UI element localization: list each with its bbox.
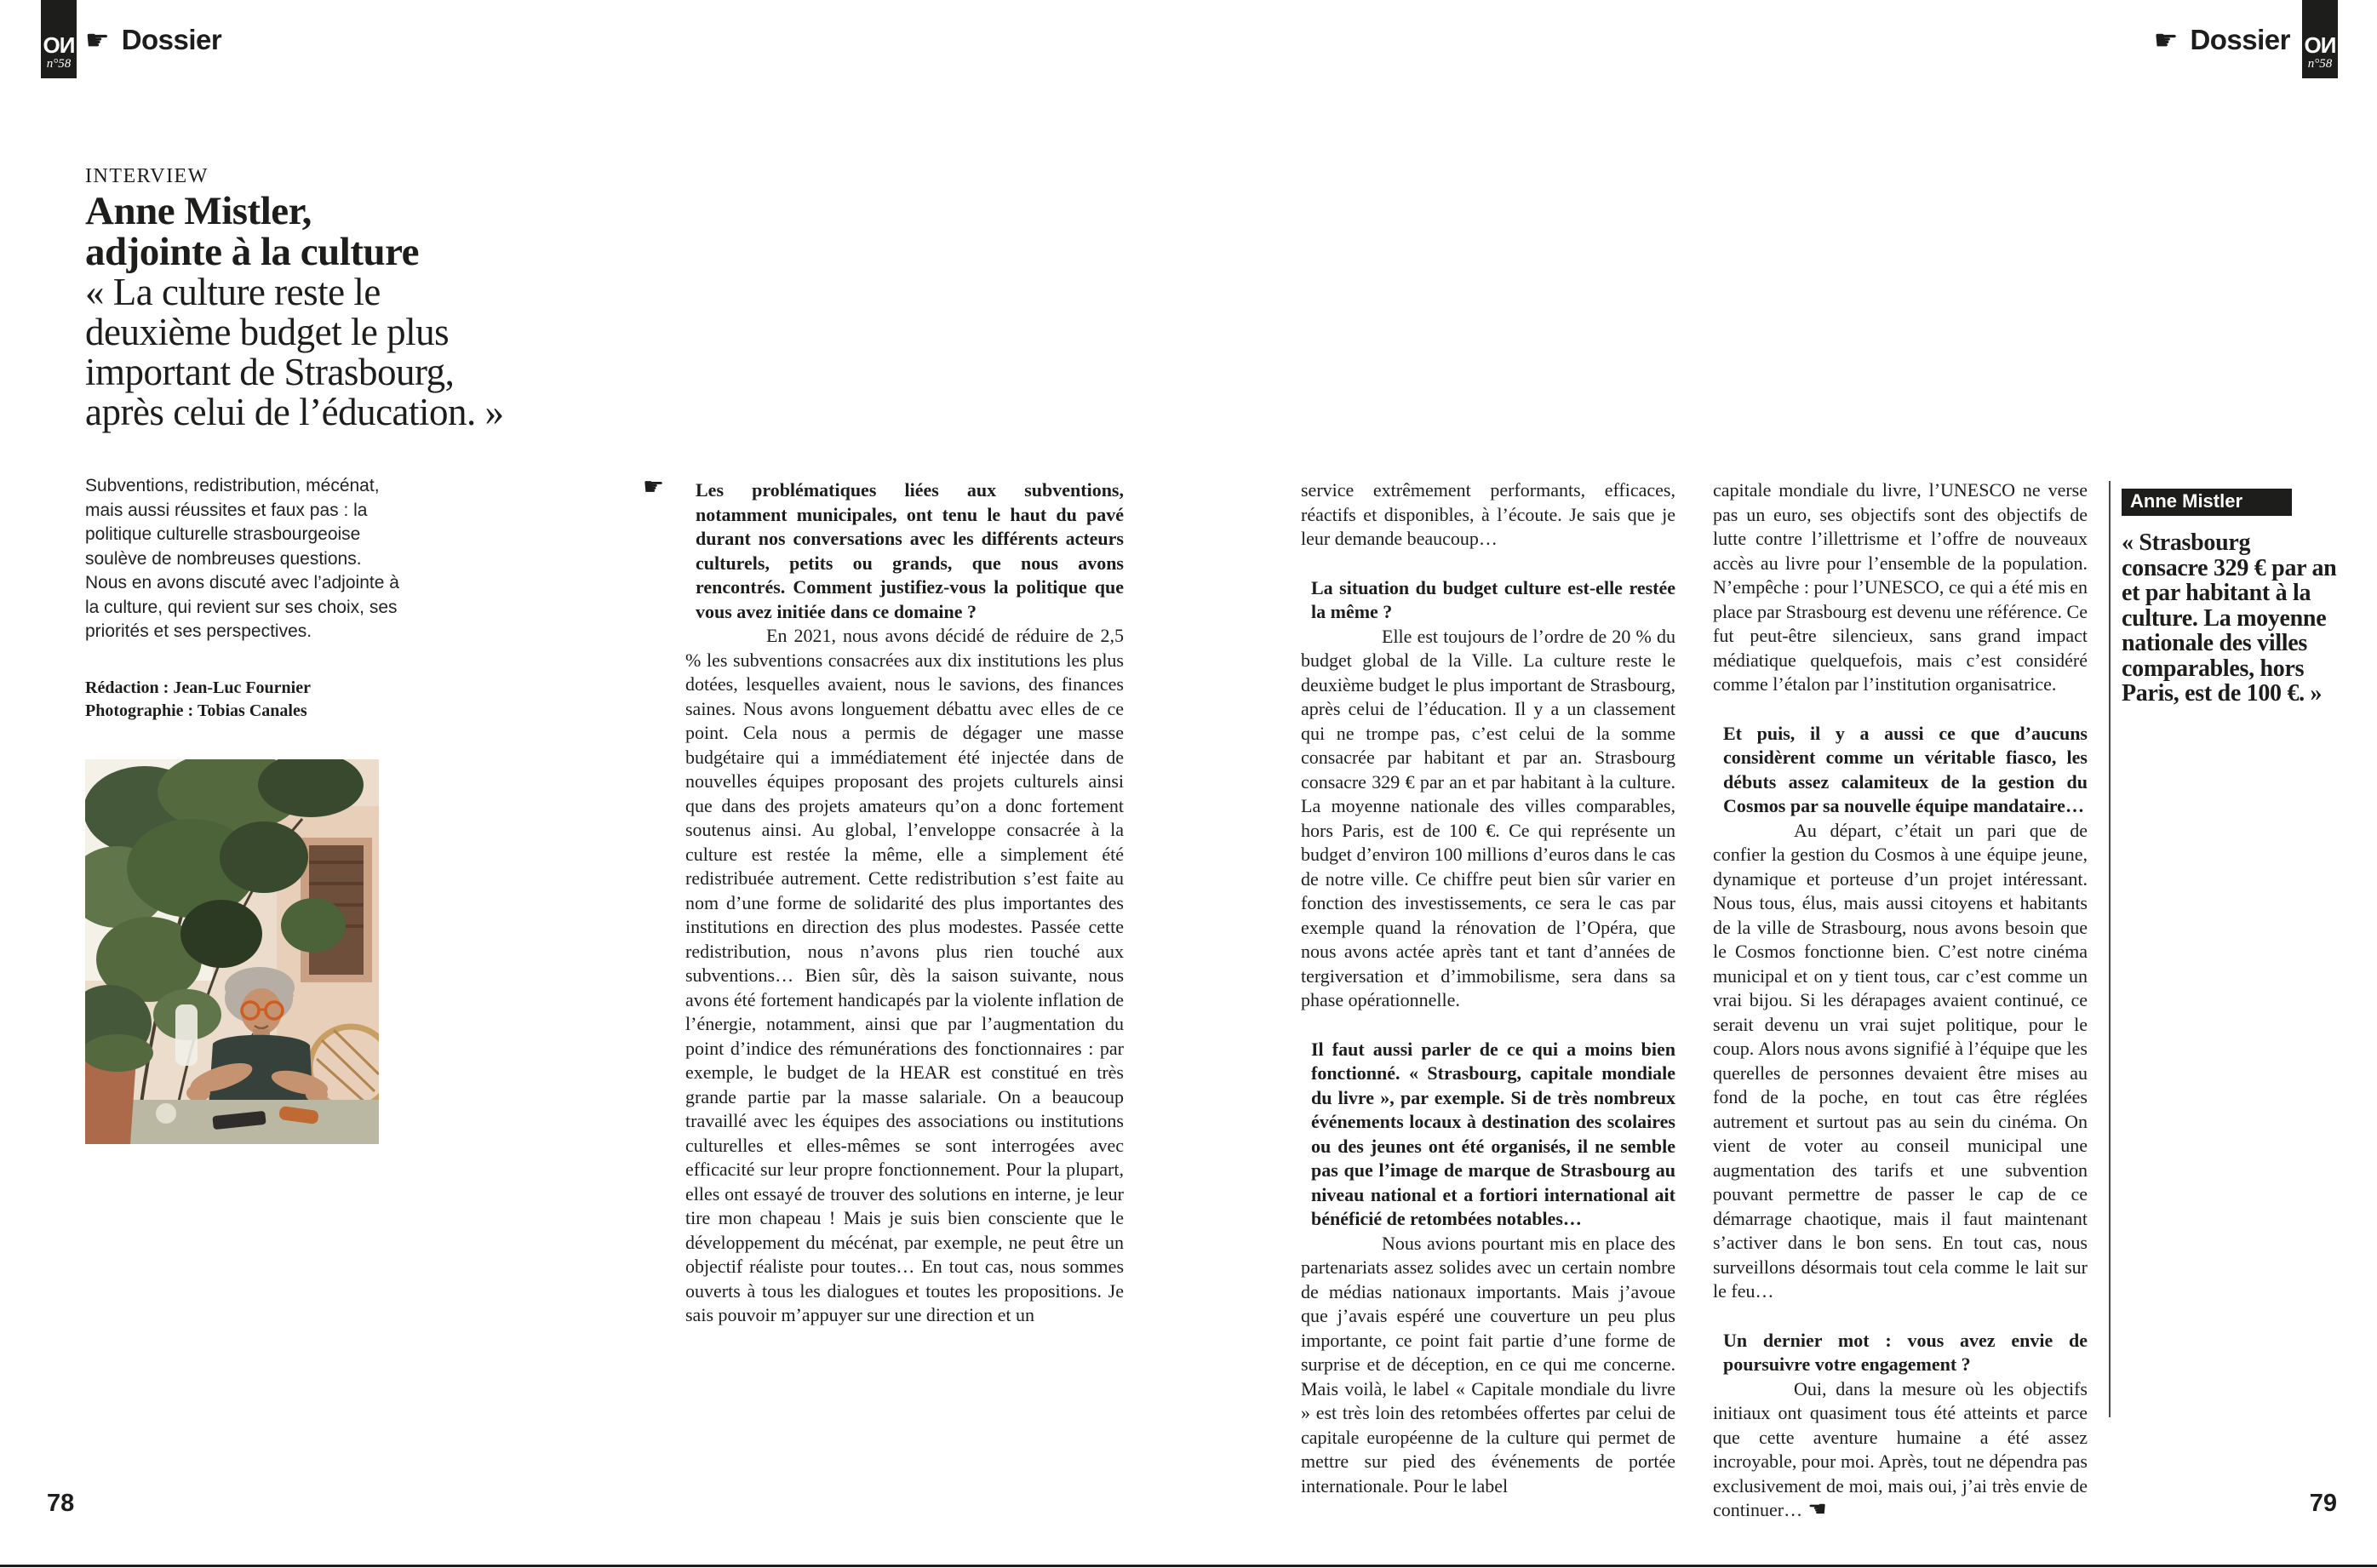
bottom-edge-rule bbox=[0, 1565, 2377, 1567]
magazine-logo-tab-right bbox=[2302, 0, 2338, 78]
headline-quote-line: après celui de l’éducation. » bbox=[85, 391, 504, 433]
interview-photo-illustration bbox=[85, 759, 379, 1144]
page-number-right: 79 bbox=[2309, 1490, 2337, 1517]
magazine-logo: OИ bbox=[43, 32, 75, 58]
pull-quote-speaker-label: Anne Mistler bbox=[2122, 489, 2292, 516]
interview-question: Il faut aussi parler de ce qui a moins bien fonctionné. « Strasbourg, capitale mondiale du livre », par exemple. Si de très nombreux événements locaux à destination des scolaires ou des jeunes ont été organisés, il ne semble pas que l’image de marque de Strasbourg au niveau national et a fortiori international ait bénéficié de retombées notables… bbox=[1311, 1038, 1675, 1229]
credit-redaction: Rédaction : Jean-Luc Fournier bbox=[85, 678, 311, 697]
text-column-3 bbox=[1301, 478, 1675, 1498]
interview-answer: Oui, dans la mesure où les objectifs initiaux ont quasiment tous été atteints et parce que cette aventure humaine a été assez incroyable, pour moi. Après, tout ne dépendra pas exclusivement de moi, mais oui, j’ai très envie de continuer… ☚ bbox=[1713, 1377, 2088, 1521]
pointing-hand-icon: ☛ bbox=[643, 474, 665, 501]
pull-quote-text: « Strasbourg consacre 329 € par an et par habitant à la culture. La moyenne nationale des villes comparables, hors Paris, est de 100 €. » bbox=[2122, 529, 2337, 707]
magazine-logo-tab-left bbox=[41, 0, 77, 78]
interview-answer: Nous avions pourtant mis en place des partenariats assez solides avec un certain nombre de médias nationaux importants. Mais j’avoue que j’avais espéré une couverture un peu plus importante, ce point fait partie d’une forme de surprise et de déception, en ce qui me concerne. Mais voilà, le label « Capitale mondiale du livre » est très loin des retombées offertes par celui de capitale européenne de la culture qui permet de mettre sur pied des événements de portée internationale. Pour le label bbox=[1301, 1232, 1675, 1496]
interview-photo bbox=[85, 759, 379, 1144]
issue-number: n°58 bbox=[46, 57, 72, 71]
magazine-logo: OИ bbox=[2304, 32, 2336, 58]
interview-answer: En 2021, nous avons décidé de réduire de 2,5 % les subventions consacrées aux dix institutions les plus dotées, lesquelles avaient, nous le savions, des finances saines. Nous avons longuement débattu avec elles de ce point. Cela nous a permis de dégager une masse budgétaire qui a immédiatement été injectée dans de nouvelles équipes proposant des projets culturels ainsi que dans des projets amateurs qu’on a donc fortement soutenus ainsi. Au global, l’enveloppe consacrée à la culture est restée la même, elle a simplement été redistribuée autrement. Cette redistribution s’est faite au nom d’une forme de solidarité des plus importantes des institutions en direction des plus modestes. Passée cette redistribution, nous n’avons plus rien touché aux subventions… Bien sûr, dès la saison suivante, nous avons été fortement handicapés par la violente inflation de l’énergie, notamment, ainsi que par l’augmentation du point d’indice des rémunérations des fonctionnaires : par exemple, le budget de la HEAR est constitué en très grande partie par la masse salariale. On a beaucoup travaillé avec les équipes des associations ou institutions culturelles et elles-mêmes se sont interrogées avec efficacité sur leur propre fonctionnement. Pour la plupart, elles ont essayé de trouver des solutions en interne, je leur tire mon chapeau ! Mais je suis bien consciente que le développement du mécénat, par exemple, ne peut être un objectif réaliste pour toutes… En tout cas, nous sommes ouverts à tous les dialogues et toutes les propositions. Je sais pouvoir m’appuyer sur une direction et un bbox=[685, 625, 1124, 1325]
pull-quote bbox=[2122, 489, 2340, 707]
issue-number: n°58 bbox=[2307, 57, 2333, 71]
pointing-hand-icon: ☛ bbox=[2153, 25, 2179, 55]
page-number-left: 78 bbox=[47, 1490, 75, 1517]
credits bbox=[85, 677, 311, 723]
interview-question: Un dernier mot : vous avez envie de poursuivre votre engagement ? bbox=[1723, 1329, 2088, 1375]
interview-answer: Au départ, c’était un pari que de confier la gestion du Cosmos à une équipe jeune, dynamique et porteuse d’un projet intéressant. Nous tous, élus, mais aussi citoyens et habitants de la ville de Strasbourg, nous avons besoin que le Cosmos fonctionne bien. C’est notre cinéma municipal et on y tient tous, car c’est comme un vrai bijou. Si les dérapages avaient continué, ce serait devenu un vrai sujet politique, pour le coup. Alors nous avons signifié à l’équipe que les querelles de personnes devaient être mises au fond de la poche, en tout cas être réglées autrement et surtout pas au sein du cinéma. On vient de voter au conseil municipal une augmentation des tarifs et une subvention pouvant permettre de passer le cap de ce démarrage chaotique, mais il faut maintenant s’activer dans le bon sens. En tout cas, nous surveillons désormais tout cela comme le lait sur le feu… bbox=[1713, 819, 2088, 1302]
section-header-left bbox=[85, 24, 221, 56]
interview-question: La situation du budget culture est-elle restée la même ? bbox=[1311, 576, 1675, 622]
headline-quote-line: deuxième budget le plus bbox=[85, 311, 450, 353]
interview-question: ☛ Les problématiques liées aux subventions, notamment municipales, ont tenu le haut du pavé durant nos conversations avec les différents acteurs culturels, petits ou grands, que nous avons rencontrés. Comment justifiez-vous la politique que vous avez initiée dans ce domaine ? bbox=[643, 474, 1124, 622]
interview-question: Et puis, il y a aussi ce que d’aucuns considèrent comme un véritable fiasco, les débuts assez calamiteux de la gestion du Cosmos par sa nouvelle équipe mandataire… bbox=[1723, 722, 2088, 816]
interview-answer: Elle est toujours de l’ordre de 20 % du budget global de la Ville. La culture reste le deuxième budget le plus important de Strasbourg, après celui de l’éducation. Il y a un classement qui ne trompe pas, c’est celui de la somme consacrée par habitant et par an. Strasbourg consacre 329 € par an et par habitant à la culture. La moyenne nationale des villes comparables, hors Paris, est de 100 €. Ce qui représente un budget d’environ 100 millions d’euros dans le cas de notre ville. Ce chiffre peut bien sûr varier en fonction des investissements, ce sera le cas par exemple quand la rénovation de l’Opéra, que nous avons actée après tant et tant d’années de tergiversation et d’immobilisme, sera dans sa phase opérationnelle. bbox=[1301, 625, 1675, 1010]
section-title: Dossier bbox=[2190, 24, 2290, 55]
headline-quote-line: « La culture reste le bbox=[85, 271, 381, 313]
interview-answer: capitale mondiale du livre, l’UNESCO ne verse pas un euro, ses objectifs sont des objectifs de lutte contre l’illettrisme et l’offre de nouveaux accès au livre pour l’ensemble de la population. N’empêche : pour l’UNESCO, ce qui a été mis en place par Strasbourg est devenu une référence. Ce fut peut-être silencieux, sans grand impact médiatique quelquefois, mais c’est considéré comme l’étalon par l’institution organisatrice. bbox=[1713, 479, 2088, 695]
headline bbox=[85, 191, 681, 432]
headline-name-line: adjointe à la culture bbox=[85, 230, 420, 274]
headline-quote-line: important de Strasbourg, bbox=[85, 351, 455, 393]
standfirst: Subventions, redistribution, mécénat, mais aussi réussites et faux pas : la politique culturelle strasbourgeoise soulève de nombreuses questions. Nous en avons discuté avec l’adjointe à la culture, qui revient sur ses choix, ses priorités et ses perspectives. bbox=[85, 476, 399, 641]
section-header-right bbox=[2154, 24, 2290, 56]
column-divider-rule bbox=[2109, 481, 2111, 1417]
credit-photographie: Photographie : Tobias Canales bbox=[85, 701, 307, 720]
section-title: Dossier bbox=[121, 24, 222, 55]
headline-name-line: Anne Mistler, bbox=[85, 189, 312, 233]
pointing-hand-icon: ☛ bbox=[85, 25, 110, 55]
kicker: INTERVIEW bbox=[85, 165, 209, 187]
interview-answer: service extrêmement performants, efficaces, réactifs et disponibles, à l’écoute. Je sais que je leur demande beaucoup… bbox=[1301, 479, 1675, 549]
end-of-article-hand-icon: ☚ bbox=[1802, 1498, 1827, 1521]
text-column-4 bbox=[1713, 478, 2088, 1523]
text-column-2 bbox=[643, 474, 1124, 1328]
